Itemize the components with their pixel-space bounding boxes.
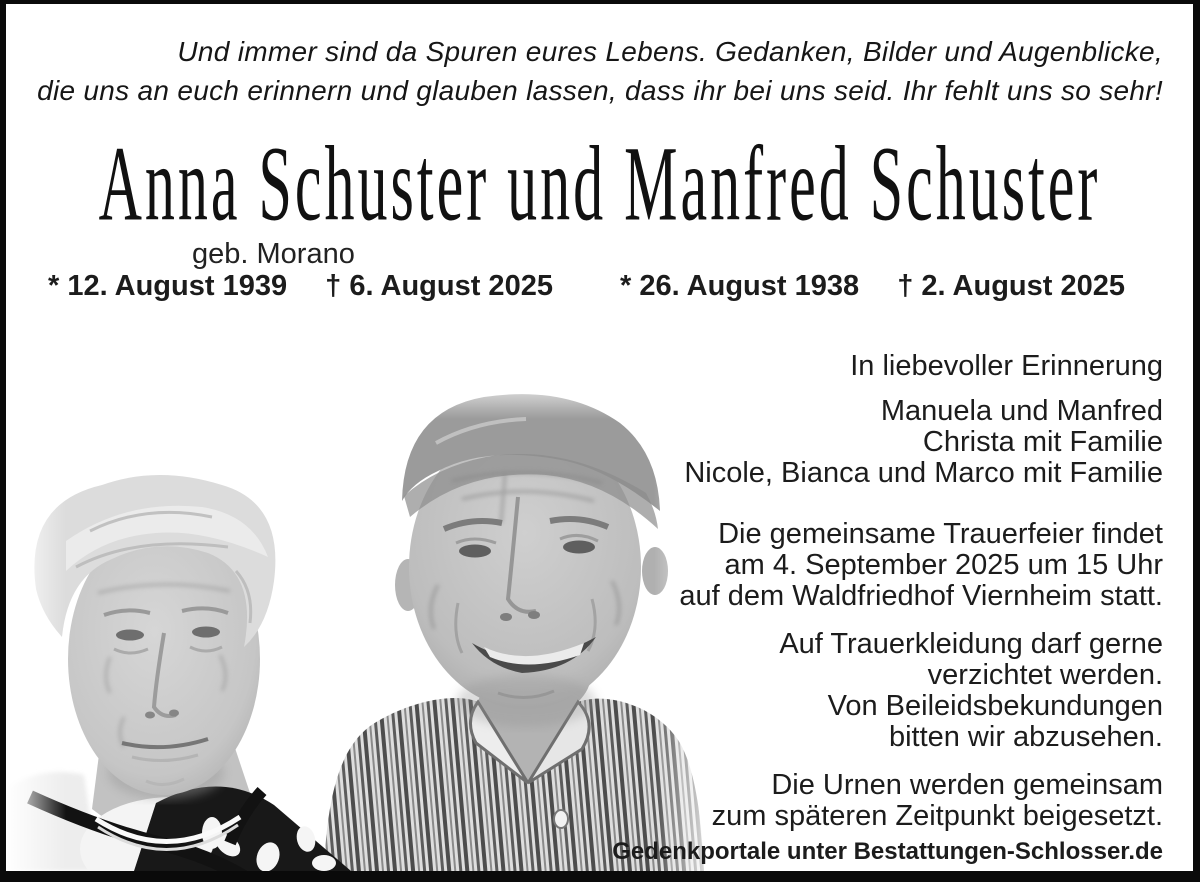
- service-line: auf dem Waldfriedhof Viernheim statt.: [679, 580, 1163, 612]
- anna-birth-date: * 12. August 1939: [48, 270, 288, 302]
- remembrance-intro: In liebevoller Erinnerung: [850, 350, 1163, 382]
- photo-fade-top: [6, 371, 718, 419]
- epigraph-line-2: die uns an euch erinnern und glauben lassen, dass ihr bei uns seid. Ihr fehlt uns so sehr!: [37, 75, 1163, 106]
- epigraph: [37, 32, 1163, 110]
- memorial-photo: [6, 371, 718, 871]
- urn-burial-note: [612, 770, 1163, 832]
- photo-fade-left: [6, 371, 66, 871]
- mourner-name: Christa mit Familie: [922, 426, 1163, 458]
- epigraph-line-1: Und immer sind da Spuren eures Lebens. Gedanken, Bilder und Augenblicke,: [177, 36, 1163, 67]
- service-announcement: [612, 519, 1163, 612]
- mourners-list: [612, 396, 1163, 489]
- anna-death-date: † 6. August 2025: [325, 270, 553, 302]
- request-line: Von Beileidsbekundungen: [827, 690, 1163, 722]
- deceased-names-text: Anna Schuster und Manfred Schuster: [98, 125, 1101, 243]
- mourner-name: Nicole, Bianca und Marco mit Familie: [684, 457, 1163, 489]
- manfred-birth-date: * 26. August 1938: [620, 270, 860, 302]
- service-line: Die gemeinsame Trauerfeier findet: [718, 518, 1163, 550]
- life-dates: [6, 270, 1193, 310]
- manfred-dates: [620, 270, 1125, 303]
- request-line: bitten wir abzusehen.: [888, 721, 1163, 753]
- anna-dates: [48, 270, 553, 303]
- burial-line: zum späteren Zeitpunkt beigesetzt.: [711, 800, 1163, 832]
- deceased-names-heading: [6, 125, 1193, 243]
- mourning-column: [612, 351, 1163, 867]
- manfred-death-date: † 2. August 2025: [897, 270, 1125, 302]
- mourning-requests: [612, 629, 1163, 753]
- maiden-name: geb. Morano: [192, 238, 355, 270]
- request-line: Auf Trauerkleidung darf gerne: [779, 628, 1163, 660]
- memorial-portal-note: Gedenkportale unter Bestattungen-Schlosser.de: [612, 838, 1163, 865]
- mourner-name: Manuela und Manfred: [880, 395, 1163, 427]
- burial-line: Die Urnen werden gemeinsam: [771, 769, 1163, 801]
- service-line: am 4. September 2025 um 15 Uhr: [724, 549, 1163, 581]
- request-line: verzichtet werden.: [927, 659, 1163, 691]
